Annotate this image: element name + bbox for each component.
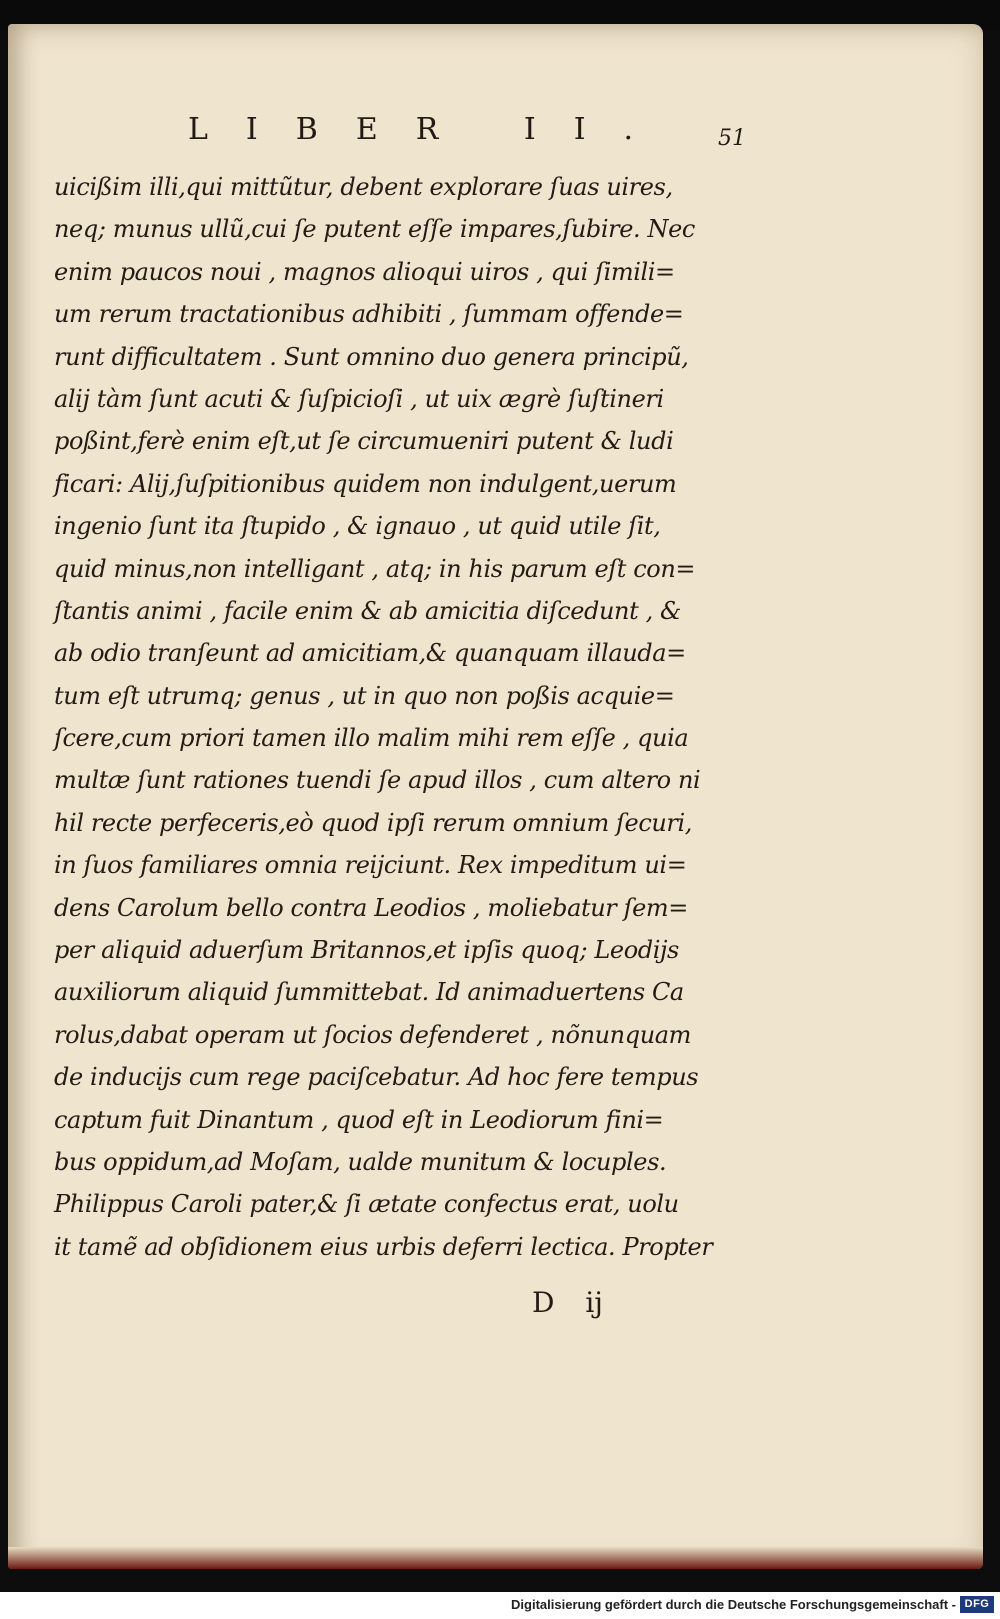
text-line: multæ ſunt rationes tuendi ſe apud illos , cum altero ni [54,766,701,795]
text-line: neq; munus ullũ,cui ſe putent eſſe impares,ſubire. Nec [54,215,695,244]
running-head: LIBER II. [188,112,672,147]
text-block [54,166,754,1268]
text-line: um rerum tractationibus adhibiti , ſummam offende= [54,300,684,329]
text-line: poßint,ferè enim eſt,ut ſe circumueniri putent & ludi [54,427,674,456]
text-line: de inducijs cum rege paciſcebatur. Ad hoc fere tempus [54,1063,699,1092]
text-line: per aliquid aduerſum Britannos,et ipſis quoq; Leodijs [54,936,679,965]
digitization-footer [0,1592,1000,1619]
text-line: ingenio ſunt ita ſtupido , & ignauo , ut quid utile ſit, [54,512,661,541]
text-line: quid minus,non intelligant , atq; in his parum eſt con= [54,554,696,583]
text-line: ab odio tranſeunt ad amicitiam,& quanquam illauda= [54,639,686,668]
signature-mark: D ij [532,1286,603,1319]
text-line: ſcere,cum priori tamen illo malim mihi rem eſſe , quia [54,724,689,753]
footer-credit: Digitalisierung gefördert durch die Deutsche Forschungsgemeinschaft - [511,1597,956,1612]
text-line: uicißim illi,qui mittũtur, debent explorare ſuas uires, [54,173,673,201]
folio-number: 51 [718,126,746,151]
text-line: hil recte perfeceris,eò quod ipſi rerum omnium ſecuri, [54,808,693,837]
text-line: enim paucos noui , magnos alioqui uiros , qui ſimili= [54,257,675,286]
page-edge [8,1547,983,1569]
text-line: captum fuit Dinantum , quod eſt in Leodiorum fini= [54,1105,664,1134]
text-line: rolus,dabat operam ut ſocios defenderet , nõnunquam [54,1020,692,1049]
text-line: auxiliorum aliquid ſummittebat. Id animaduertens Ca [54,978,684,1007]
text-line: dens Carolum bello contra Leodios , moliebatur ſem= [54,893,688,922]
text-line: bus oppidum,ad Moſam, ualde munitum & locuples. [54,1147,667,1176]
text-line: runt difficultatem . Sunt omnino duo genera principũ, [54,342,689,371]
text-line: ſtantis animi , facile enim & ab amicitia diſcedunt , & [54,596,682,625]
text-line: it tamẽ ad obſidionem eius urbis deferri lectica. Propter [54,1232,713,1261]
text-line: Philippus Caroli pater,& ſi ætate confectus erat, uolu [54,1190,679,1219]
text-line: alij tàm ſunt acuti & ſuſpicioſi , ut uix ægrè ſuſtineri [54,384,664,413]
dfg-logo-icon: DFG [960,1596,994,1613]
text-line: ficari: Alij,ſuſpitionibus quidem non indulgent,uerum [54,469,677,498]
text-line: tum eſt utrumq; genus , ut in quo non poßis acquie= [54,681,675,710]
text-line: in ſuos familiares omnia reijciunt. Rex impeditum ui= [54,851,687,880]
